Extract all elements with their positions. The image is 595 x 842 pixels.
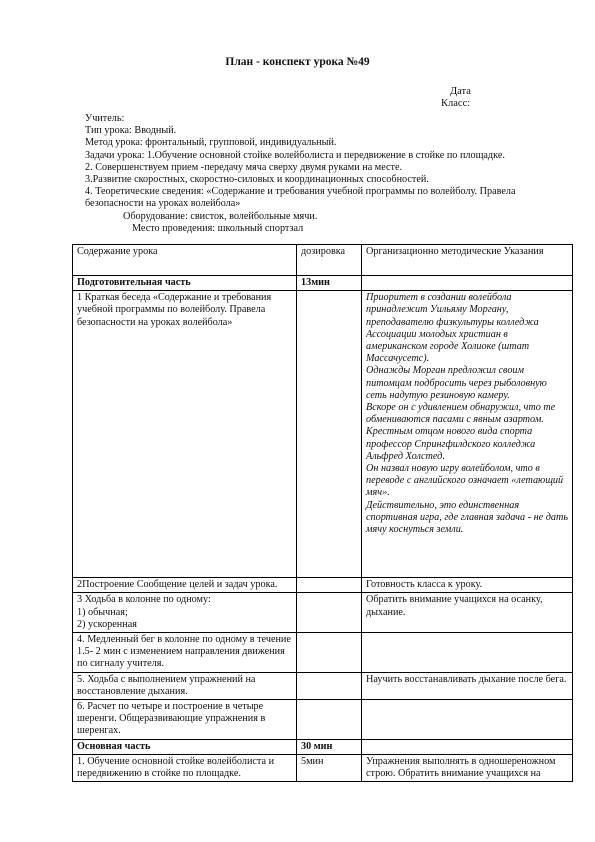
page-title: План - конспект урока №49 (225, 56, 370, 68)
row-dose (297, 700, 362, 740)
table-header-row (73, 245, 573, 276)
header-dose: дозировка (297, 245, 362, 276)
row-dose: 5мин (297, 754, 362, 781)
row-content: 4. Медленный бег в колонне по одному в течение 1.5- 2 мин с изменением направления движения по сигналу учителя. (73, 633, 297, 673)
place-line: Место проведения: школьный спортзал (132, 222, 304, 234)
note-paragraph: Приоритет в создании волейбола принадлежит Уильяму Моргану, преподавателю физкультуры колледжа Ассоциации молодых христиан в американском городе Холиоке (штат Массачусетс). (366, 292, 539, 365)
note-paragraph: Крестным отцом нового вида спорта профессор Спрингфилдского колледжа Альфред Холстед. (366, 426, 536, 462)
row-content: 1. Обучение основной стойке волейболиста и передвижению в стойке по площадке. (73, 754, 297, 781)
row-notes: Упражнения выполнять в одношереножном строю. Обратить внимание учащихся на (362, 754, 573, 781)
row-notes: Готовность класса к уроку. (362, 578, 573, 593)
date-label: Дата (450, 86, 471, 97)
equipment-line: Оборудование: свисток, волейбольные мячи. (123, 210, 318, 222)
section-row-prep (73, 276, 573, 291)
note-paragraph: Он назвал новую игру волейболом, что в переводе с английского означает «летающий мяч». (366, 463, 564, 499)
table-row (73, 754, 573, 781)
table-row (73, 672, 573, 699)
lesson-plan-table (72, 244, 573, 782)
row-dose (297, 633, 362, 673)
row-notes (362, 633, 573, 673)
table-row (73, 593, 573, 633)
section-label: Подготовительная часть (73, 276, 297, 291)
section-row-main (73, 739, 573, 754)
section-label: Основная часть (73, 739, 297, 754)
task-2-line: 2. Совершенствуем прием -передачу мяча сверху двумя руками на месте. (85, 161, 403, 173)
table-row (73, 578, 573, 593)
section-dose: 30 мин (297, 739, 362, 754)
row-dose (297, 291, 362, 578)
table-row (73, 291, 573, 578)
row-content: 6. Расчет по четыре и построение в четыре шеренги. Общеразвивающие упражнения в шеренгах. (73, 700, 297, 740)
row-content: 3 Ходьба в колонне по одному: 1) обычная; 2) ускоренная (73, 593, 297, 633)
row-notes: Научить восстанавливать дыхание после бега. (362, 672, 573, 699)
history-notes (362, 291, 573, 578)
teacher-line: Учитель: (85, 113, 125, 124)
lesson-type-line: Тип урока: Вводный. (85, 125, 177, 137)
table-row (73, 633, 573, 673)
note-paragraph: Действительно, это единственная спортивная игра, где главная задача - не дать мячу коснуться земли. (366, 499, 568, 536)
lesson-info (85, 113, 565, 235)
row-content: 2Построение Сообщение целей и задач урока. (73, 578, 297, 593)
note-paragraph: Вскоре он с удивлением обнаружил, что те обмениваются пасами с явным азартом. (366, 402, 556, 426)
method-line: Метод урока: фронтальный, групповой, индивидуальный. (85, 137, 337, 149)
header-content: Содержание урока (73, 245, 297, 276)
class-label: Класс: (441, 98, 471, 109)
row-dose (297, 672, 362, 699)
task-1-line: Задачи урока: 1.Обучение основной стойке волейболиста и передвижение в стойке по площадке. (85, 149, 505, 161)
task-3-line: 3.Развитие скоростных, скоростно-силовых и координационных способностей. (85, 174, 429, 186)
note-paragraph: Однажды Морган предложил своим питомцам подбросить через рыболовную сеть надутую резиновую камеру. (366, 365, 547, 401)
row-content: 1 Краткая беседа «Содержание и требования учебной программы по волейболу. Правела безопасности на уроках волейбола» (73, 291, 297, 578)
table-row (73, 700, 573, 740)
section-dose: 13мин (297, 276, 362, 291)
task-4-line: 4. Теоретические сведения: «Содержание и требования учебной программы по волейболу. Правела безопасности на уроках волейбола» (85, 186, 516, 210)
row-notes: Обратить внимание учащихся на осанку, дыхание. (362, 593, 573, 633)
row-dose (297, 578, 362, 593)
row-content: 5. Ходьба с выполнением упражнений на восстановление дыхания. (73, 672, 297, 699)
header-notes: Организационно методические Указания (362, 245, 573, 276)
row-dose (297, 593, 362, 633)
row-notes (362, 700, 573, 740)
